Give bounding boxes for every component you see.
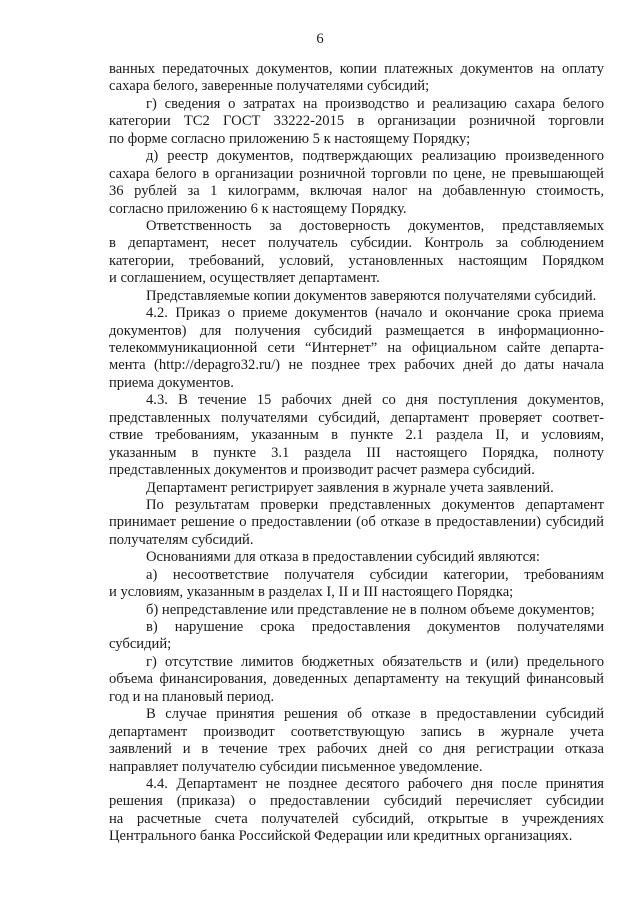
- text-line: д) реестр документов, подтверждающих реализацию произведенного: [146, 148, 604, 165]
- text-line: Представляемые копии документов заверяются получателями субсидий.: [146, 287, 597, 304]
- text-line: документов) для получения субсидий размещается в информационно-: [109, 322, 604, 339]
- text-line: 4.4. Департамент не позднее десятого рабочего дня после принятия: [146, 775, 604, 792]
- text-line: а) несоответствие получателя субсидии категории, требованиям: [146, 566, 604, 583]
- text-line: представленных получателями субсидий, департамент проверяет соответ-: [109, 409, 604, 426]
- document-body: [109, 61, 604, 846]
- text-line: в департамент, несет получатель субсидии. Контроль за соблюдением: [109, 235, 604, 252]
- text-line: По результатам проверки представленных документов департамент: [146, 496, 604, 513]
- text-line: представленных документов и производит расчет размера субсидий.: [109, 462, 535, 479]
- text-line: 36 рублей за 1 килограмм, включая налог на добавленную стоимость,: [109, 183, 604, 200]
- text-line: заявлений и в течение трех рабочих дней со дня регистрации отказа: [109, 741, 604, 758]
- text-line: г) сведения о затратах на производство и реализацию сахара белого: [146, 95, 604, 112]
- text-line: и условиям, указанным в разделах I, II и III настоящего Порядка;: [109, 584, 514, 601]
- text-line: 4.3. В течение 15 рабочих дней со дня поступления документов,: [146, 392, 604, 409]
- text-line: в) нарушение срока предоставления документов получателями: [146, 619, 604, 635]
- text-line: департамент производит соответствующую запись в журнале учета: [109, 723, 604, 740]
- text-line: Департамент регистрирует заявления в журнале учета заявлений.: [146, 479, 554, 496]
- text-line: В случае принятия решения об отказе в предоставлении субсидий: [146, 706, 604, 723]
- text-line: получателям субсидий.: [109, 531, 254, 548]
- text-line: субсидий;: [109, 636, 172, 653]
- text-line: категории ТС2 ГОСТ 33222-2015 в организации розничной торговли: [109, 113, 604, 130]
- text-line: и соглашением, осуществляет департамент.: [109, 270, 380, 287]
- text-line: категории, требований, условий, установленных настоящим Порядком: [109, 252, 604, 269]
- text-line: ствие требованиям, указанным в пункте 2.1 раздела II, и условиям,: [109, 427, 604, 444]
- text-line: телекоммуникационной сети “Интернет” на официальном сайте департа-: [109, 340, 604, 356]
- text-line: год и на плановый период.: [109, 688, 275, 705]
- text-line: Основаниями для отказа в предоставлении субсидий являются:: [146, 549, 540, 566]
- text-line: направляет получателю субсидии письменное уведомление.: [109, 758, 483, 775]
- text-line: на расчетные счета получателей субсидий, открытые в учреждениях: [109, 810, 604, 827]
- text-line: приема документов.: [109, 374, 234, 391]
- text-line: указанным в пункте 3.1 раздела III настоящего Порядка, полноту: [109, 444, 604, 461]
- text-line: ванных передаточных документов, копии платежных документов на оплату: [109, 61, 604, 77]
- text-line: сахара белого, заверенные получателями субсидий;: [109, 78, 430, 95]
- text-line: мента (http://depagro32.ru/) не позднее трех рабочих дней до даты начала: [109, 357, 604, 374]
- text-line: Центрального банка Российской Федерации или кредитных организациях.: [109, 828, 573, 845]
- text-line: по форме согласно приложению 5 к настоящему Порядку;: [109, 130, 471, 147]
- text-line: б) непредставление или представление не в полном объеме документов;: [146, 601, 595, 618]
- text-line: согласно приложению 6 к настоящему Порядку.: [109, 200, 407, 217]
- text-line: объема финансирования, доведенных департаменту на текущий финансовый: [109, 671, 604, 688]
- page-number: 6: [316, 31, 324, 47]
- text-line: принимает решение о предоставлении (об отказе в предоставлении) субсидий: [109, 514, 604, 531]
- text-line: Ответственность за достоверность документов, представляемых: [146, 217, 604, 234]
- text-line: 4.2. Приказ о приеме документов (начало и окончание срока приема: [146, 305, 604, 322]
- text-line: сахара белого в организации розничной торговли по цене, не превышающей: [109, 165, 604, 182]
- text-line: г) отсутствие лимитов бюджетных обязательств и (или) предельного: [146, 653, 604, 670]
- text-line: решения (приказа) о предоставлении субсидий перечисляет субсидии: [109, 793, 604, 810]
